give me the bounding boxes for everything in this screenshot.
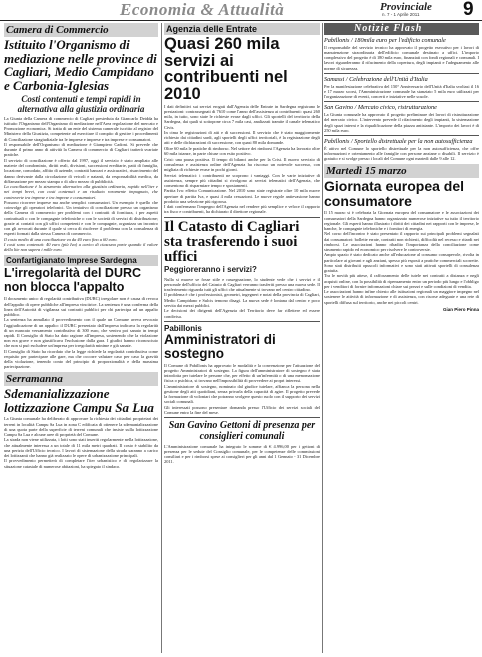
paragraph: Partita Iva: effetto Comunicazione. Nel 2010 sono state registrate oltre 10 mila nuove aperture di partita Iva, e quasi 4 mila cessazioni. Le nuove regole antievasione hanno prodotto una selezione più rigorosa. bbox=[164, 188, 320, 204]
article-headline: San Gavino Gettoni di presenza per consiglieri comunali bbox=[168, 420, 316, 442]
section-title: Economia & Attualità bbox=[120, 0, 285, 19]
brief-text: È attivo nel Comune lo sportello distrettuale per la non autosufficienza, che offre informazioni e orientamento alle famiglie con persone anziane o disabili. Il servizio è gratuito e si svolge presso i locali del Comune ogni martedì dalle 9 alle 12. bbox=[324, 145, 479, 162]
brief-headline: Samassi / Celebrazione dell'Unità d'Italia bbox=[324, 75, 428, 83]
paragraph: Le associazioni hanno infine chiesto alle istituzioni regionali un maggiore impegno nel sostenere le attività di informazione e di assistenza, con risorse adeguate e una rete di sportelli diffusa sul territorio, anche nei piccoli centri. bbox=[324, 289, 479, 305]
separator bbox=[324, 135, 479, 136]
article-kicker: Confartigianato Imprese Sardegna bbox=[4, 255, 158, 266]
paragraph: I dati definitivi sui servizi erogati dall'Agenzia delle Entrate in Sardegna registrano le prestazioni: contrassegnati di 7610 come l'anno dell'assistenza ai contribuenti: quasi 260 mila, in tutto, sono state le richieste evase dagli uffici. Gli sportelli del territorio della Sardegna, dai quali si sottopone circa 7 mila casi, analizzati tramite il canale telematico Civis. bbox=[164, 104, 320, 130]
article-camera-commercio bbox=[4, 23, 158, 252]
column-middle bbox=[164, 23, 320, 655]
article-headline: Sdemanializzazione lottizzazione Campu Sa Lua bbox=[4, 386, 154, 415]
article-san-gavino-gettoni bbox=[164, 420, 320, 465]
brief-item bbox=[324, 37, 479, 71]
brief-text: La Giunta comunale ha approvato il progetto preliminare dei lavori di ristrutturazione del mercato civico. L'intervento prevede il rifacimento degli impianti, la sistemazione degli spazi interni e la riqualificazione della piazza antistante. L'importo dei lavori è di 250 mila euro. bbox=[324, 112, 479, 133]
paragraph: Il provvedimento permetterà di completare l'iter urbanistico e di regolarizzare la situazione catastale di numerose abitazioni, ha spiegato il sindaco. bbox=[4, 458, 158, 469]
paragraph: Il servizio di conciliazione è offerto dal 1997, oggi il servizio è stato ampliato alle materie del condominio, diritti reali, divisioni, successioni ereditarie, patti di famiglia, locazione, comodato, affitto di aziende, contratti bancari e assicurativi, risarcimento del danno derivante dalla circolazione di veicoli e natanti, da responsabilità medica, da diffamazione per mezzo stampa o di altro mezzo di pubblicità. bbox=[4, 158, 158, 184]
article-body bbox=[4, 296, 158, 369]
paragraph: Possono ricorrere imprese ma anche semplici consumatori. Un esempio è quello che coinvolge gli operatori telefonici. Un tentativo di conciliazione presso un organismo della Camera di commercio per problemi con i contratti di fornitura, i per aspetti contrattuali o con le compagnie telefoniche o con le società di servizi di distribuzione; grazie ai contatti con gli uffici competenti e con le compagnie, organizza un incontro con gli avvocati durante il quale si cerca di risolvere il problema con la consulenza di esperti formati dalla stessa Camera di commercio. bbox=[4, 200, 158, 236]
column-divider bbox=[322, 23, 323, 653]
separator bbox=[324, 73, 479, 74]
article-kicker: Camera di Commercio bbox=[4, 23, 158, 37]
paragraph: La Giunta comunale ha deliberato di approvare la richiesta dei cittadini proprietari dei terreni in località Campu Sa Lua in zona C edificata di ottenere la sdemanializzazione di una quota parte della superficie di terreni comunali che insiste sulla lottizzazione Campu Sa Lua e alcune aree di proprietà del Comune. bbox=[4, 416, 158, 437]
article-body bbox=[164, 104, 320, 215]
article-body bbox=[164, 444, 320, 465]
article-body bbox=[4, 116, 158, 252]
article-headline: Quasi 260 mila servizi ai contribuenti nel 2010 bbox=[164, 35, 288, 103]
paragraph: Il Comune di Pabillonis ha approvato le modalità e la convenzione per l'attuazione del progetto Amministratori di sostegno. La figura dell'amministratore di sostegno è stata introdotta per tutelare le persone che, per effetto di un'infermità o di una menomazione fisica o psichica, si trovano nell'impossibilità di provvedere ai propri interessi. bbox=[164, 362, 320, 384]
article-kicker: Martedì 15 marzo bbox=[324, 164, 479, 178]
paragraph: Il 15 marzo si è celebrata la Giornata europea del consumatore e le associazioni dei consumatori della Sardegna hanno organizzato numerose iniziative su tutto il territorio regionale. Gli esperti hanno illustrato i diritti dei cittadini nei rapporti con le imprese, le banche, le compagnie telefoniche e i fornitori di energia. bbox=[324, 210, 479, 231]
paragraph: La sentenza ha annullato il provvedimento con il quale un Comune aveva revocato l'aggiudicazione di un appalto: il DURC presentato dall'impresa indicava la regolarità di un mancato versamento contributivo di 300 euro, che veniva poi sanato in tempi rapidi. Il Consiglio di Stato ha dato ragione all'impresa, sostenendo che la violazione non era grave e non giustificava l'esclusione dalla gara. I giudici hanno riconosciuto che non si può escludere un'impresa per irregolarità minime e già sanate. bbox=[4, 317, 158, 349]
column-left bbox=[4, 23, 158, 655]
paragraph: Il problema è che i professionisti, geometri, ingegneri e notai della provincia di Cagliari, Medio Campidano e Sulcis temono disagi. La nuova sede è lontana dal centro e poco servita dai mezzi pubblici. bbox=[164, 292, 320, 308]
page-number: 9 bbox=[463, 0, 474, 20]
paragraph: Tra le novità più attese, il rafforzamento delle tutele nei contratti a distanza e negli acquisti online, con la possibilità di ripensamento entro un periodo più lungo e l'obbligo per i venditori di fornire informazioni chiare sui prezzi e sulle condizioni di vendita. bbox=[324, 273, 479, 289]
paragraph: Le decisioni dei dirigenti dell'Agenzia del Territorio deve far riflettere ed essere condivisa. bbox=[164, 308, 320, 319]
masthead bbox=[0, 0, 482, 21]
paragraph: Il Consiglio di Stato ha ricordato che la legge richiede la regolarità contributiva come requisito per partecipare alle gare, ma che occorre valutare caso per caso la gravità della violazione, tenendo conto del principio di proporzionalità e della massima partecipazione. bbox=[4, 348, 158, 370]
paragraph: Il responsabile dell'Organismo di mediazione è Giampiero Cadoni. Si prevede che durante il primo anno di attività la Camera di commercio di Cagliari tratterà svariate pratiche. bbox=[4, 142, 158, 158]
paragraph: I costi sono contenuti: 40 euro (più Iva) a carico di ciascuna parte quando il valore della lite non supera i mille euro. bbox=[4, 242, 158, 253]
article-body bbox=[164, 363, 320, 415]
brief-headline: San Gavino / Mercato civico, ristrutturazione bbox=[324, 104, 437, 112]
paragraph: Gli interessati possono presentare domanda presso l'Ufficio dei servizi sociali del Comune entro la fine del mese. bbox=[164, 404, 320, 415]
paragraph: Ampio spazio è stato dedicato anche all'educazione al consumo consapevole, rivolta in particolare ai giovani e agli anziani, spesso più esposti a pratiche commerciali scorrette. Sono stati distribuiti opuscoli informativi e sono stati attivati sportelli di consulenza gratuita. bbox=[324, 252, 479, 273]
separator bbox=[164, 217, 320, 218]
article-agenzia-entrate bbox=[164, 23, 320, 215]
issue-info: n. 7 - 1 Aprile 2011 bbox=[382, 12, 420, 17]
article-pabillonis-sostegno bbox=[164, 324, 320, 415]
paragraph: Nel corso dell'incontro è stato presentato il rapporto sui principali problemi segnalati dai consumatori: bollette errate, contratti non richiesti, difficoltà nel recesso e ritardi nei rimborsi. Le associazioni hanno ribadito l'importanza della conciliazione come strumento rapido ed economico per risolvere le controversie. bbox=[324, 231, 479, 252]
brief-headline: Pabillonis / 180mila euro per l'edificio comunale bbox=[324, 37, 446, 44]
article-catasto bbox=[164, 220, 320, 319]
column-right bbox=[324, 23, 479, 655]
article-kicker: Serramanna bbox=[4, 372, 158, 386]
separator bbox=[164, 417, 320, 418]
article-serramanna bbox=[4, 372, 158, 468]
separator bbox=[164, 321, 320, 322]
article-confartigianato bbox=[4, 255, 158, 369]
article-body bbox=[164, 277, 320, 319]
paragraph: I dati confermano l'impegno dell'Agenzia nel rendere più semplice e veloce il rapporto tra fisco e contribuenti, ha dichiarato il direttore regionale. bbox=[164, 204, 320, 215]
brief-item bbox=[324, 138, 479, 161]
column-divider bbox=[161, 23, 162, 653]
brief-text: Per la manifestazione celebrativa del 150° Anniversario dell'Unità d'Italia svoltasi il 16 e 17 marzo scorsi, l'Amministrazione comunale ha stanziato 5 mila euro utilizzati per l'organizzazione di eventi, concerti e iniziative nelle scuole. bbox=[324, 83, 479, 100]
article-kicker: Agenzia delle Entrate bbox=[164, 23, 320, 35]
notizie-flash-title: Notizie Flash bbox=[354, 23, 423, 34]
paragraph: Il documento unico di regolarità contributiva (DURC) irregolare non è causa di revoca dell'appalto di opere pubbliche all'impresa vincitrice. La sentenza è una conferma della linea dell'Autorità di vigilanza sui contratti pubblici per chi partecipa ad un appalto pubblico. bbox=[4, 296, 158, 317]
separator bbox=[324, 101, 479, 102]
paragraph: La Giunta della Camera di commercio di Cagliari presieduta da Giancarlo Deidda ha istituito l'Organismo dell'Organismo di mediazione nell'Area regolazione del mercato e Promozione economica. Si tratta di un ente del sistema camerale iscritto al registro del Ministero della Giustizia, competente ad esercitare il compito di gestire i procedimenti di Conciliazione stragiudiziale tra le imprese e imprese e tra imprese e consumatori. bbox=[4, 116, 158, 142]
article-subhead: Peggioreranno i servizi? bbox=[164, 264, 257, 274]
paragraph: Il costo medio di una conciliazione va da 40 euro fino a 60 euro. bbox=[4, 236, 118, 242]
article-headline: Il Catasto di Cagliari sta trasferendo i suoi uffici bbox=[164, 218, 300, 265]
paragraph: Nulla si muove se fosse stile e rassegnazione, lo studente vede che i servizi e il personale dell'ufficio del Catasto di Cagliari verranno trasferiti presso una nuova sede. Il trasferimento riguarda tutti gli uffici che attualmente si trovano nel centro cittadino. bbox=[164, 276, 320, 292]
paragraph: La strada non viene utilizzata, i lotti sono stati inseriti regolarmente nella lottizzazione, che attualmente interessa a un totale di 11 mila metri quadrati. Il costo è stabilito da una perizia dell'Ufficio tecnico. I lavori di sistemazione della strada saranno a carico dei lottizzanti che hanno già realizzato le opere di urbanizzazione principali. bbox=[4, 437, 158, 458]
paragraph: Servizi telematici: i contribuenti ne scoprono i vantaggi. Con le varie iniziative di assistenza, sempre più cittadini si rivolgono ai servizi telematici dell'Agenzia, che consentono di risparmiare tempo e spostamenti. bbox=[164, 172, 320, 188]
brief-headline: Pabillonis / Sportello distrettuale per la non autosufficienza bbox=[324, 137, 473, 145]
article-giornata-consumatore bbox=[324, 164, 479, 311]
paragraph: Crisi: una pausa positiva. Il tempo di bilanci anche per la Crisi. Il nuovo servizio di consulenza e assistenza online dell'Agenzia ha riscosso un notevole successo, con migliaia di richieste evase in pochi giorni. bbox=[164, 156, 320, 173]
article-kicker: Pabillonis bbox=[164, 323, 202, 333]
newspaper-logo bbox=[380, 1, 432, 19]
article-headline: Istituito l'Organismo di mediazione nelle province di Cagliari, Medio Campidano e Carbonia-Iglesias bbox=[4, 37, 157, 93]
article-body bbox=[4, 416, 158, 468]
paragraph: In cima le registrazioni di atti e di successioni. Il servizio che è stato maggiormente richiesto dai cittadini sardi, agli sportelli degli uffici territoriali, è la registrazione degli atti e delle dichiarazioni di successione, con quasi 80 mila domande. bbox=[164, 130, 320, 146]
article-author: Gian Piero Pinna bbox=[442, 306, 479, 312]
brief-item bbox=[324, 76, 479, 99]
brief-item bbox=[324, 104, 479, 133]
article-subhead: Costi contenuti e tempi rapidi in alternativa alla giustizia ordinaria bbox=[17, 94, 145, 114]
paragraph: Oltre 60 mila le pratiche di rimborso. Nel settore dei rimborsi l'Agenzia ha lavorato oltre 60 mila istanze, in parte chiuse con esito positivo. bbox=[164, 146, 320, 157]
article-headline: L'irregolarità del DURC non blocca l'appalto bbox=[4, 266, 142, 294]
paragraph: L'amministratore di sostegno, nominato dal giudice tutelare, affianca la persona nella gestione degli atti quotidiani, senza privarla della capacità di agire. Il progetto prevede la formazione di volontari che potranno svolgere questo ruolo con il supporto dei servizi sociali comunali. bbox=[164, 383, 320, 405]
article-headline: Amministratori di sostegno bbox=[164, 331, 276, 361]
article-headline: Giornata europea del consumatore bbox=[324, 178, 465, 209]
brief-text: Il responsabile del servizio tecnico ha approvato il progetto esecutivo per i lavori di manutenzione straordinaria dell'edificio comunale destinato a uffici. L'importo complessivo del progetto è di 180 mila euro, finanziati con fondi regionali e comunali. I lavori riguarderanno il rifacimento della copertura, degli impianti e l'adeguamento alle norme di sicurezza. bbox=[324, 45, 479, 71]
paragraph: La conciliazione è lo strumento alternativo alla giustizia ordinaria, rapido nell'iter e nei tempi brevi, con costi contenuti e un risultato raramente impugnato, che controverte tra imprese e tra imprese e consumatori. bbox=[4, 184, 158, 200]
notizie-flash-banner bbox=[324, 23, 479, 35]
paragraph: L'Amministrazione comunale ha integrato le somme di € 4.996,00 per i gettoni di presenza per le sedute del Consiglio comunale, per le competenze delle commissioni consiliari e per i rimborsi spese ai consiglieri per gli anni dal 1 Gennaio - 31 Dicembre 2011. bbox=[164, 444, 320, 465]
logo-name: Provinciale bbox=[380, 1, 432, 13]
article-body bbox=[324, 210, 479, 304]
